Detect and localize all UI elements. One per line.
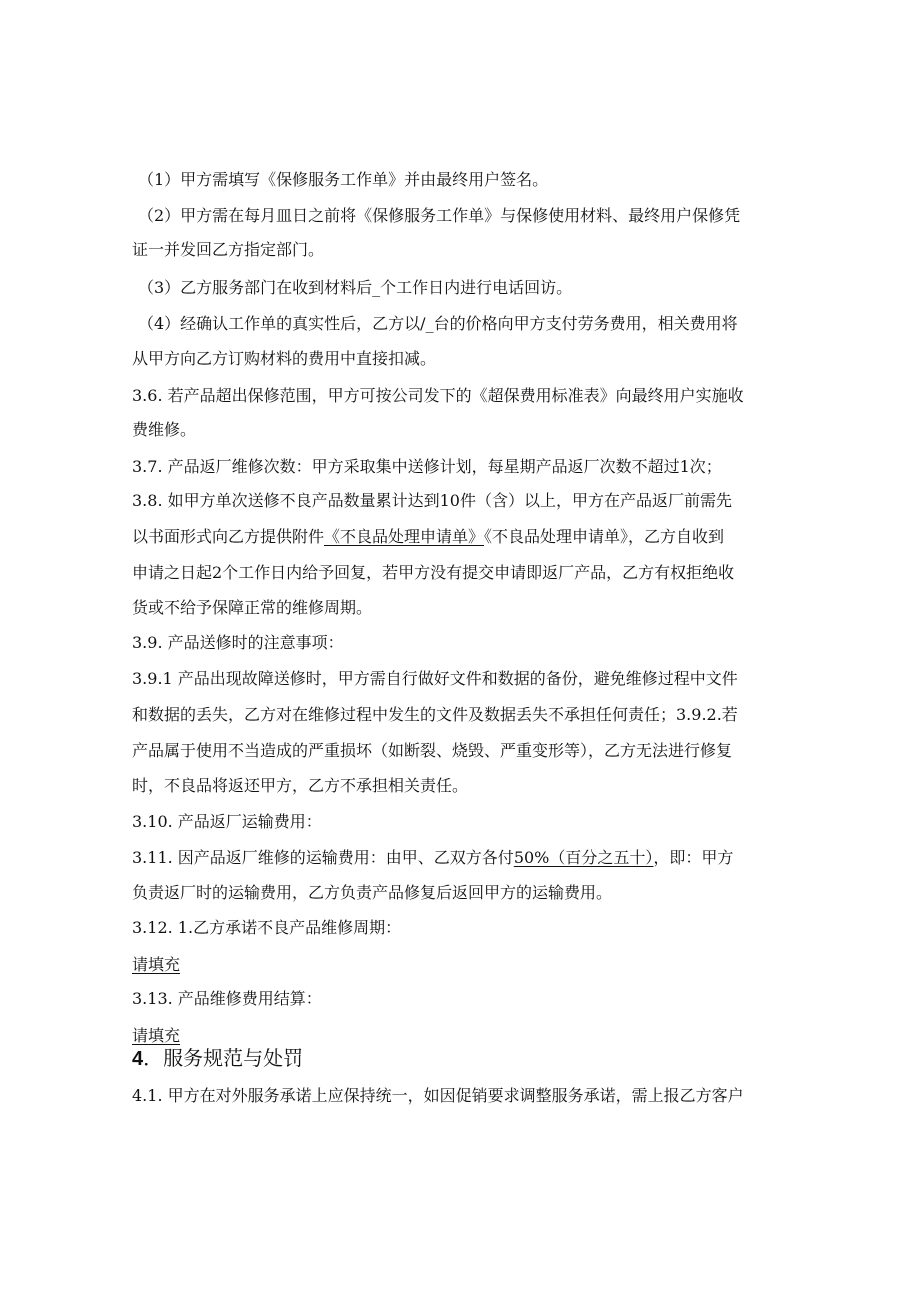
paragraph-line: （1）甲方需填写《保修服务工作单》并由最终用户签名。 xyxy=(138,170,549,189)
text-segment: 《不良品处理申请单》，乙方自收到 xyxy=(484,527,725,546)
paragraph-line: （3）乙方服务部门在收到材料后_个工作日内进行电话回访。 xyxy=(138,278,573,297)
section-title: ．服务规范与处罚 xyxy=(143,1046,304,1070)
paragraph-line: 产品属于使用不当造成的严重损坏（如断裂、烧毁、严重变形等），乙方无法进行修复 xyxy=(132,741,733,760)
clause-3-11 xyxy=(132,848,792,868)
clause-4-1: 4.1. 甲方在对外服务承诺上应保持统一，如因促销要求调整服务承诺，需上报乙方客户 xyxy=(132,1086,744,1105)
paragraph-line: 证一并发回乙方指定部门。 xyxy=(132,240,325,259)
clause-3-12: 3.12. 1.乙方承诺不良产品维修周期： xyxy=(132,918,402,937)
clause-3-9-1: 3.9.1 产品出现故障送修时，甲方需自行做好文件和数据的备份，避免维修过程中文件 xyxy=(132,669,738,688)
fill-in-field[interactable]: 请填充 xyxy=(132,1026,181,1045)
paragraph-line xyxy=(132,527,792,547)
underlined-value: 50%（百分之五十） xyxy=(513,848,654,867)
paragraph-line: 负责返厂时的运输费用，乙方负责产品修复后返回甲方的运输费用。 xyxy=(132,883,613,902)
paragraph-line: （2）甲方需在每月皿日之前将《保修服务工作单》与保修使用材料、最终用户保修凭 xyxy=(138,206,741,225)
paragraph-line: 申请之日起2个工作日内给予回复，若甲方没有提交申请即返厂产品，乙方有权拒绝收 xyxy=(132,563,735,582)
clause-3-9: 3.9. 产品送修时的注意事项： xyxy=(132,633,344,652)
paragraph-line: 费维修。 xyxy=(132,420,197,439)
clause-3-6: 3.6. 若产品超出保修范围，甲方可按公司发下的《超保费用标准表》向最终用户实施收 xyxy=(132,386,744,405)
paragraph-line: （4）经确认工作单的真实性后，乙方以/_台的价格向甲方支付劳务费用，相关费用将 xyxy=(138,314,738,333)
paragraph-line: 时，不良品将返还甲方，乙方不承担相关责任。 xyxy=(132,776,469,795)
section-heading xyxy=(132,1046,303,1071)
section-number: 4 xyxy=(132,1048,144,1070)
attachment-link[interactable]: 《不良品处理申请单》 xyxy=(324,527,485,546)
text-segment: 以书面形式向乙方提供附件 xyxy=(132,527,325,546)
clause-3-7: 3.7. 产品返厂维修次数：甲方采取集中送修计划，每星期产品返厂次数不超过1次； xyxy=(132,457,722,476)
clause-3-10: 3.10. 产品返厂运输费用： xyxy=(132,812,322,831)
paragraph-line: 从甲方向乙方订购材料的费用中直接扣减。 xyxy=(132,349,437,368)
paragraph-line: 货或不给予保障正常的维修周期。 xyxy=(132,598,373,617)
fill-in-field[interactable]: 请填充 xyxy=(132,955,181,974)
clause-3-8: 3.8. 如甲方单次送修不良产品数量累计达到10件（含）以上，甲方在产品返厂前需先 xyxy=(132,491,732,510)
paragraph-line: 和数据的丢失，乙方对在维修过程中发生的文件及数据丢失不承担任何责任；3.9.2.若 xyxy=(132,705,738,724)
text-segment: 3.11. 因产品返厂维修的运输费用：由甲、乙双方各付 xyxy=(132,848,514,867)
clause-3-13: 3.13. 产品维修费用结算： xyxy=(132,989,322,1008)
text-segment: ，即：甲方 xyxy=(653,848,734,867)
